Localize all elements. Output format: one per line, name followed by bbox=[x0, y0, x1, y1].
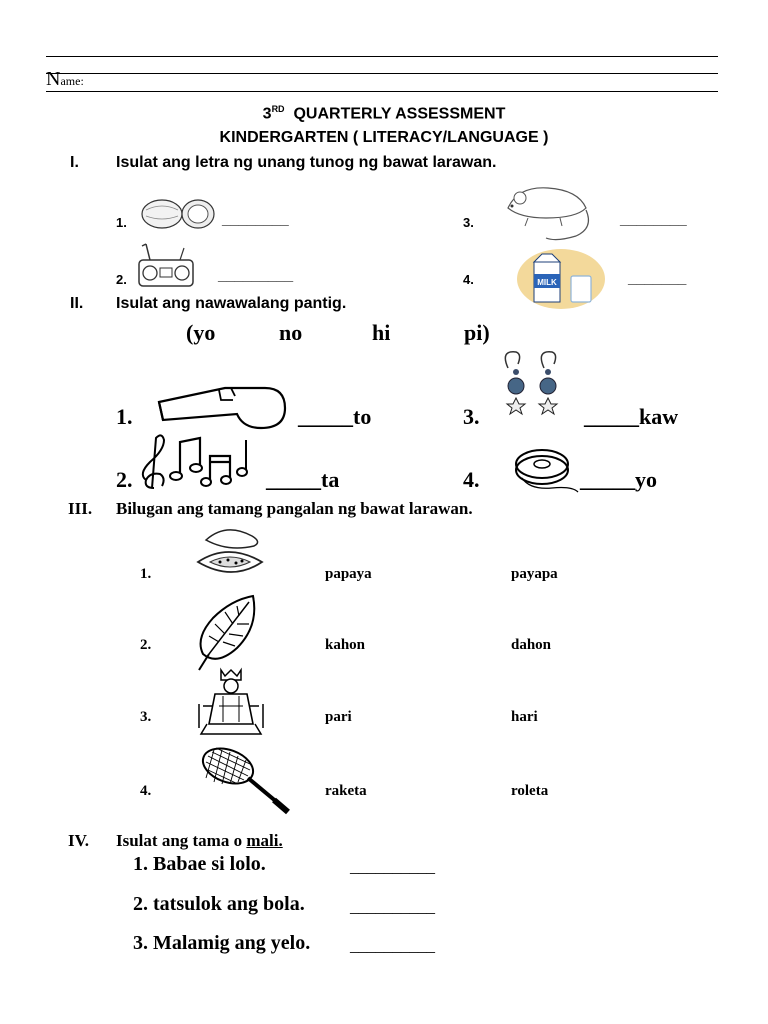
section4-item2-text: 2. tatsulok ang bola. bbox=[133, 893, 305, 915]
music-notes-icon bbox=[138, 432, 256, 492]
section2-item4-suffix: yo bbox=[635, 467, 657, 492]
syllable-choice-pi: pi) bbox=[464, 320, 490, 345]
header-rule-top bbox=[46, 56, 718, 57]
section2-numeral: II. bbox=[70, 295, 84, 312]
milk-icon bbox=[516, 248, 606, 310]
title-assessment: QUARTERLY ASSESSMENT bbox=[293, 105, 506, 123]
name-label-rest: ame: bbox=[60, 74, 84, 88]
section1-item4-number: 4. bbox=[463, 272, 474, 287]
section2-item1-answer bbox=[298, 404, 371, 430]
section3-item3-option-b[interactable]: hari bbox=[511, 709, 538, 725]
section2-item3-number: 3. bbox=[463, 404, 480, 429]
section1-item1-number: 1. bbox=[116, 215, 127, 230]
section3-item3-number: 3. bbox=[140, 709, 152, 725]
section1-item4-blank: _______ bbox=[628, 270, 687, 287]
section2-item2-number: 2. bbox=[116, 467, 133, 492]
leaf-icon bbox=[195, 592, 259, 672]
section3-numeral: III. bbox=[68, 499, 93, 518]
section1-item2-blank: _________ bbox=[218, 267, 294, 284]
section4-instruction-main: Isulat ang tama o bbox=[116, 831, 247, 850]
radio-icon bbox=[136, 240, 198, 290]
header-rule-bottom bbox=[46, 91, 718, 92]
section3-item1-option-a[interactable]: papaya bbox=[325, 566, 372, 582]
syllable-choice-hi: hi bbox=[372, 320, 391, 345]
section1-item3-blank: ________ bbox=[620, 211, 687, 228]
section1-item3-number: 3. bbox=[463, 215, 474, 230]
section1-numeral: I. bbox=[70, 154, 79, 171]
name-field-label bbox=[46, 68, 84, 91]
section2-item4-answer bbox=[580, 467, 657, 493]
earrings-icon bbox=[488, 348, 566, 426]
section3-item1-option-b[interactable]: payapa bbox=[511, 566, 558, 582]
section2-item3-blank: _____ bbox=[584, 404, 639, 429]
section2-item4-number: 4. bbox=[463, 467, 480, 492]
section4-numeral: IV. bbox=[68, 831, 89, 850]
header-rule-middle bbox=[46, 73, 718, 74]
section2-instruction: Isulat ang nawawalang pantig. bbox=[116, 295, 347, 312]
section2-item3-answer bbox=[584, 404, 678, 430]
section3-item3-option-a[interactable]: pari bbox=[325, 709, 352, 725]
section4-item3-blank[interactable]: __________ bbox=[350, 936, 435, 955]
section3-item4-option-a[interactable]: raketa bbox=[325, 783, 367, 799]
coconut-icon bbox=[138, 194, 218, 234]
section2-item2-suffix: ta bbox=[321, 467, 340, 492]
section3-item2-number: 2. bbox=[140, 637, 152, 653]
section3-item2-option-b[interactable]: dahon bbox=[511, 637, 552, 653]
section2-item1-blank: _____ bbox=[298, 404, 353, 429]
milk-carton-label: MILK bbox=[537, 278, 557, 287]
section4-item1-text: 1. Babae si lolo. bbox=[133, 853, 266, 875]
title-ordinal: 3 bbox=[262, 105, 272, 123]
section3-item2-option-a[interactable]: kahon bbox=[325, 637, 366, 653]
title-ordinal-suffix: RD bbox=[271, 104, 285, 114]
section2-item1-suffix: to bbox=[353, 404, 372, 429]
section3-item4-option-b[interactable]: roleta bbox=[511, 783, 549, 799]
section4-item1-blank[interactable]: __________ bbox=[350, 857, 435, 876]
page-title bbox=[0, 104, 768, 123]
section2-item1-number: 1. bbox=[116, 404, 133, 429]
section3-instruction: Bilugan ang tamang pangalan ng bawat larawan. bbox=[116, 499, 473, 518]
section1-instruction: Isulat ang letra ng unang tunog ng bawat larawan. bbox=[116, 154, 497, 171]
name-first-letter: N bbox=[46, 68, 61, 90]
section2-item3-suffix: kaw bbox=[639, 404, 679, 429]
section1-item1-blank: ________ bbox=[222, 211, 289, 228]
section4-item3-text: 3. Malamig ang yelo. bbox=[133, 932, 311, 954]
section1-item2-number: 2. bbox=[116, 272, 127, 287]
whistle-icon bbox=[155, 380, 287, 430]
section4-item2-blank[interactable]: __________ bbox=[350, 897, 435, 916]
section3-item1-number: 1. bbox=[140, 566, 152, 582]
section2-item2-blank: _____ bbox=[266, 467, 321, 492]
syllable-choice-yo: (yo bbox=[186, 320, 216, 345]
yoyo-icon bbox=[508, 444, 580, 492]
section2-item4-blank: _____ bbox=[580, 467, 635, 492]
papaya-icon bbox=[192, 526, 272, 578]
racket-icon bbox=[198, 746, 292, 814]
king-icon bbox=[193, 666, 269, 738]
rat-icon bbox=[500, 180, 600, 244]
page-subtitle: KINDERGARTEN ( LITERACY/LANGUAGE ) bbox=[219, 129, 549, 146]
section4-instruction-underlined: mali. bbox=[246, 831, 283, 850]
section3-item4-number: 4. bbox=[140, 783, 152, 799]
syllable-choice-no: no bbox=[279, 320, 303, 345]
section4-instruction bbox=[116, 831, 283, 851]
section2-item2-answer bbox=[266, 467, 339, 493]
